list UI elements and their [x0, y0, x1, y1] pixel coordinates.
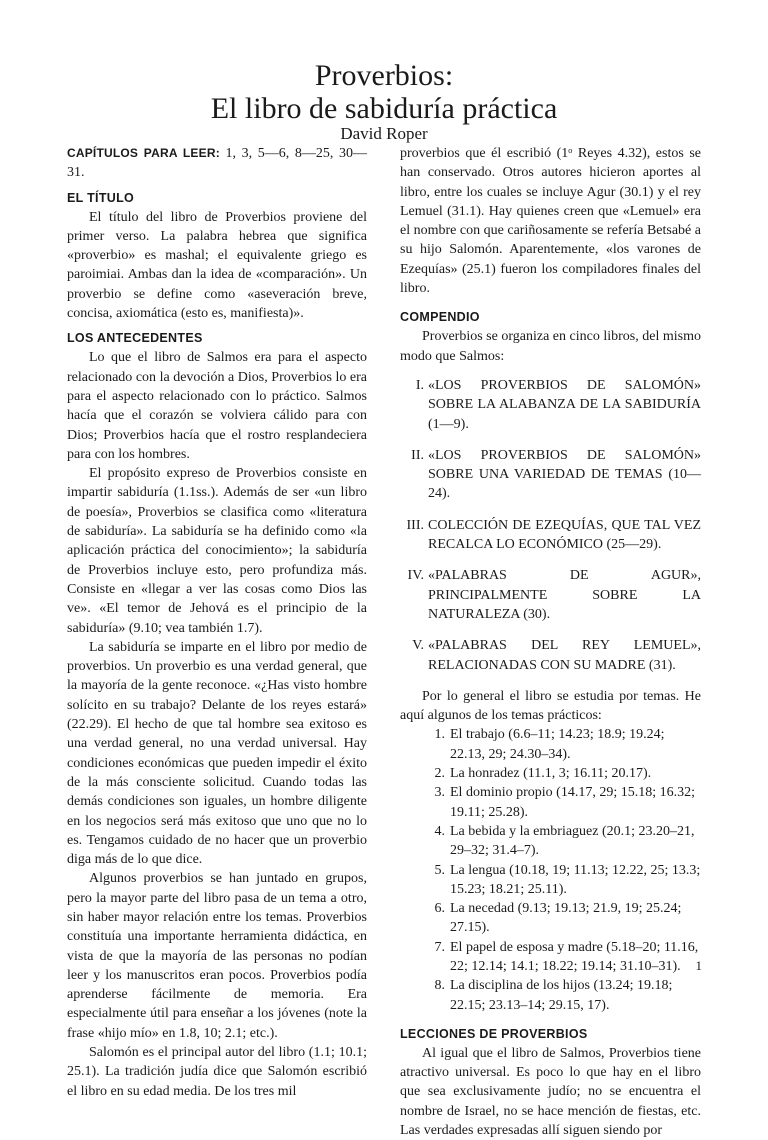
chapters-label: CAPÍTULOS PARA LEER: — [67, 146, 220, 160]
item-text: El dominio propio (14.17, 29; 15.18; 16.32; 19.11; 25.28). — [450, 785, 695, 820]
list-item — [400, 376, 701, 434]
paragraph: Por lo general el libro se estudia por temas. He aquí algunos de los temas prácticos: — [400, 688, 701, 724]
list-item — [400, 566, 701, 624]
book-title: «PALABRAS DE AGUR», PRINCIPALMENTE SOBRE LA NATURALEZA (30). — [428, 568, 701, 622]
item-number: 4. — [434, 823, 445, 839]
paragraph: El título del libro de Proverbios proviene del primer verso. La palabra hebrea que significa «proverbio» es mashal; el equivalente griego es paroimiai. Ambas dan la idea de «comparación». Un proverbio se define como «aseveración breve, concisa, axiomática (esto es, manifiesta)». — [67, 209, 367, 322]
list-item — [400, 861, 701, 900]
book-title: «LOS PROVERBIOS DE SALOMÓN» SOBRE UNA VARIEDAD DE TEMAS (10—24). — [428, 447, 701, 502]
item-text: La disciplina de los hijos (13.24; 19.18; 22.15; 23.13–14; 29.15, 17). — [450, 978, 673, 1013]
item-number: 7. — [434, 939, 445, 955]
list-item — [400, 764, 701, 783]
item-number: 2. — [434, 766, 445, 782]
books-list — [400, 376, 701, 675]
paragraph: Lo que el libro de Salmos era para el aspecto relacionado con la devoción a Dios, Proverbios lo era para el aspecto relacionado con lo práctico. Salmos hacía que el corazón se volviera cálido para con Dios; Proverbios hacía que el rostro resplandeciera para con los hombres. — [67, 350, 367, 462]
item-number: 3. — [434, 785, 445, 801]
title-line-2: El libro de sabiduría práctica — [210, 92, 558, 125]
paragraph: El propósito expreso de Proverbios consiste en impartir sabiduría (1.1ss.). Además de ser «un libro de poesía», Proverbios se clasifica como «literatura de sabiduría». La sabiduría se ha definido como «la aplicación práctica del conocimiento»; la sabiduría de Proverbios incluye esto, pero profundiza más. Consiste en «llegar a ver las cosas como Dios las ve». «El temor de Jehová es el principio de la sabiduría» (9.10; vea también 1.7). — [67, 466, 367, 636]
chapters-to-read — [67, 144, 367, 183]
item-text: La lengua (10.18, 19; 11.13; 12.22, 25; 13.3; 15.23; 18.21; 25.11). — [450, 862, 701, 897]
paragraph: Al igual que el libro de Salmos, Proverbios tiene atractivo universal. Es poco lo que hay en el libro que sea exclusivamente judío; no se encuentra el nombre de Israel, no se hace mención de fiestas, etc. Las verdades expresadas allí siguen siendo por — [400, 1045, 701, 1139]
list-item — [400, 636, 701, 675]
roman-numeral: V. — [412, 638, 424, 654]
item-number: 5. — [434, 862, 445, 878]
author: David Roper — [340, 124, 428, 143]
paragraph: Proverbios se organiza en cinco libros, del mismo modo que Salmos: — [400, 329, 701, 364]
item-number: 6. — [434, 901, 445, 917]
list-item — [400, 783, 701, 822]
title-line-1: Proverbios: — [314, 59, 454, 92]
roman-numeral: I. — [415, 377, 424, 393]
item-number: 8. — [434, 978, 445, 994]
item-text: La necedad (9.13; 19.13; 21.9, 19; 25.24; 27.15). — [450, 901, 682, 936]
roman-numeral: III. — [406, 517, 424, 533]
list-item — [400, 516, 701, 555]
list-item — [400, 822, 701, 861]
item-text: El papel de esposa y madre (5.18–20; 11.16, 22; 12.14; 14.1; 18.22; 19.14; 31.10–31). — [450, 939, 699, 974]
paragraph: Salomón es el principal autor del libro (1.1; 10.1; 25.1). La tradición judía dice que Salomón escribió el libro en su edad media. De los tres mil — [67, 1045, 367, 1099]
section-heading-lecciones: LECCIONES DE PROVERBIOS — [400, 1026, 588, 1041]
paragraph: proverbios que él escribió (1ᵒ Reyes 4.32), estos se han conservado. Otros autores hicieron aportes al libro, entre los cuales se incluye Agur (30.1) y el rey Lemuel (31.1). Hay quienes creen que «Lemuel» era el nombre con que cariñosamente se refería Betsabé a su hijo Salomón. Aparentemente, «los varones de Ezequías» (25.1) fueron los compiladores finales del libro. — [400, 146, 701, 297]
item-text: La honradez (11.1, 3; 16.11; 20.17). — [450, 766, 652, 782]
list-item — [400, 976, 701, 1015]
section-heading-antecedentes: LOS ANTECEDENTES — [67, 331, 203, 346]
chapters-value: 1, 3, 5—6, 8—25, 30—31. — [67, 146, 367, 181]
book-title: «PALABRAS DEL REY LEMUEL», RELACIONADAS CON SU MADRE (31). — [428, 638, 701, 673]
left-column — [67, 144, 367, 1101]
list-item — [400, 446, 701, 504]
section-heading-compendio: COMPENDIO — [400, 310, 480, 325]
list-item — [400, 725, 701, 764]
topics-list — [400, 725, 701, 1014]
paragraph: La sabiduría se imparte en el libro por medio de proverbios. Un proverbio es una verdad general, que la mayoría de la gente reconoce. «¿Has visto hombre solícito en su trabajo? Delante de los reyes estará» (22.29). El hecho de que tal hombre sea exitoso es una verdad general, no una verdad universal. Hay condiciones económicas que pueden impedir el éxito de la más consciente solicitud. Cuando todas las demás condiciones son iguales, un hombre diligente en los negocios será más exitoso que uno que no lo es. Tengamos cuidado de no hacer que un proverbio diga más de lo que dice. — [67, 639, 367, 868]
right-column — [400, 144, 701, 1140]
book-title: «LOS PROVERBIOS DE SALOMÓN» SOBRE LA ALABANZA DE LA SABIDURÍA (1—9). — [428, 377, 701, 432]
item-number: 1. — [434, 727, 445, 743]
book-title: COLECCIÓN DE EZEQUÍAS, QUE TAL VEZ RECALCA LO ECONÓMICO (25—29). — [428, 517, 701, 553]
item-text: El trabajo (6.6–11; 14.23; 18.9; 19.24; 22.13, 29; 24.30–34). — [450, 727, 665, 762]
list-item — [400, 899, 701, 938]
roman-numeral: IV. — [407, 568, 424, 584]
paragraph: Algunos proverbios se han juntado en grupos, pero la mayor parte del libro pasa de un tema a otro, sin haber mayor relación entre los temas. Proverbios constituía una importante herramienta didáctica, en vista de que la mayoría de las personas no podían leer y los manuscritos eran pocos. Proverbios podía aprenderse fácilmente de memoria. Era especialmente útil para enseñar a los jóvenes (note la frase «hijo mío» en 1.8, 10; 2.1; etc.). — [67, 871, 367, 1041]
roman-numeral: II. — [411, 447, 424, 463]
section-heading-titulo: EL TÍTULO — [67, 190, 135, 205]
page-number: 1 — [695, 958, 702, 973]
item-text: La bebida y la embriaguez (20.1; 23.20–21, 29–32; 31.4–7). — [450, 823, 695, 859]
list-item — [400, 938, 701, 977]
